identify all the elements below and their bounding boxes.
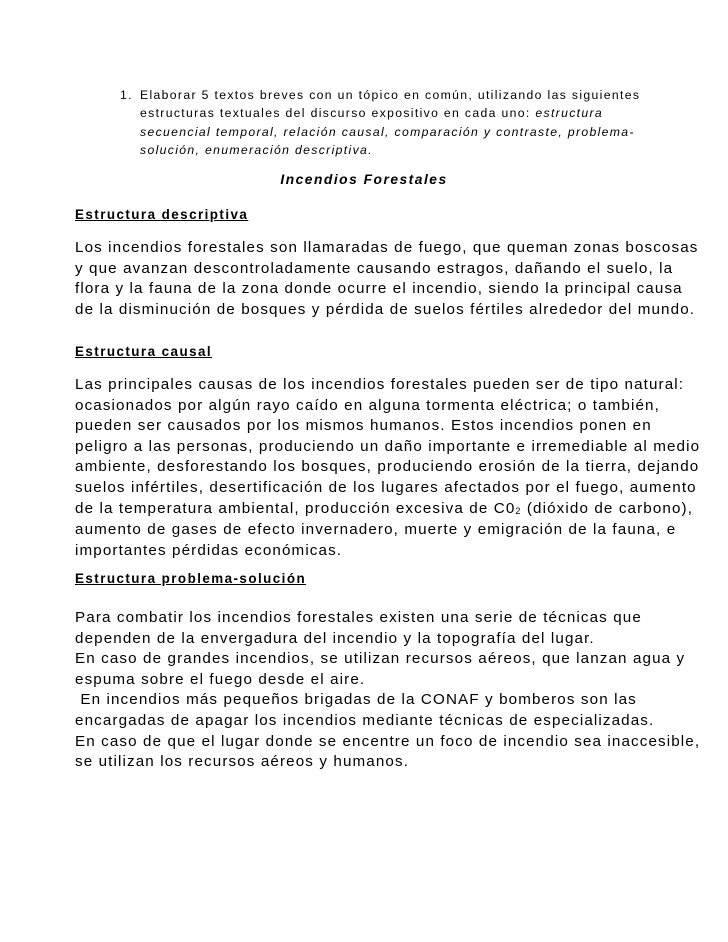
- paragraph-descriptiva: [75, 238, 699, 320]
- co2-subscript: 2: [515, 505, 522, 516]
- document-title: Incendios Forestales: [280, 172, 448, 187]
- paragraph-line: Las principales causas de los incendios forestales pueden ser de tipo natural:: [75, 376, 685, 393]
- task-instructions: [140, 86, 660, 159]
- co2-after-text: (dióxido de carbono),: [521, 499, 694, 517]
- paragraph-line: se utilizan los recursos aéreos y humanos.: [75, 753, 410, 771]
- paragraph-line: En caso de que el lugar donde se encentre un foco de incendio sea inaccesible,: [75, 732, 701, 750]
- paragraph-line: Los incendios forestales son llamaradas de fuego, que queman zonas boscosas: [75, 239, 699, 256]
- paragraph-causal: [75, 375, 701, 561]
- paragraph-line: pueden ser causados por los mismos humanos. Estos incendios ponen en: [75, 417, 652, 435]
- paragraph-line: ambiente, desforestando los bosques, produciendo erosión de la tierra, dejando: [75, 458, 700, 476]
- paragraph-line: En caso de grandes incendios, se utilizan recursos aéreos, que lanzan agua y: [75, 650, 686, 668]
- paragraph-line: ocasionados por algún rayo caído en alguna tormenta eléctrica; o también,: [75, 396, 660, 414]
- paragraph-line: flora y la fauna de la zona donde ocurre el incendio, siendo la principal causa: [75, 280, 683, 298]
- paragraph-line: y que avanzan descontroladamente causando estragos, dañando el suelo, la: [75, 259, 674, 277]
- paragraph-problema-solucion: [75, 608, 701, 773]
- paragraph-line: importantes pérdidas económicas.: [75, 541, 343, 559]
- list-number: 1.: [120, 88, 133, 102]
- section-heading-problema-solucion: Estructura problema-solución: [75, 571, 307, 586]
- paragraph-line: En incendios más pequeños brigadas de la CONAF y bomberos son las: [75, 691, 637, 709]
- section-heading-descriptiva: Estructura descriptiva: [75, 207, 249, 222]
- paragraph-line: espuma sobre el fuego desde el aire.: [75, 670, 366, 688]
- task-text-italic: estructura secuencial temporal, relación causal, comparación y contraste, problema-solución, enumeración descriptiva.: [140, 106, 635, 157]
- paragraph-line: encargadas de apagar los incendios mediante técnicas de especializadas.: [75, 711, 655, 729]
- co2-line-text: de la temperatura ambiental, producción excesiva de C0: [75, 499, 516, 517]
- section-heading-causal: Estructura causal: [75, 344, 213, 359]
- paragraph-line: aumento de gases de efecto invernadero, muerte y emigración de la fauna, e: [75, 521, 677, 539]
- task-text-plain: Elaborar 5 textos breves con un tópico en común, utilizando las siguientes estructuras textuales del discurso expositivo en cada uno:: [140, 88, 641, 121]
- paragraph-line: suelos infértiles, desertificación de los lugares afectados por el fuego, aumento: [75, 478, 697, 496]
- paragraph-line: de la disminución de bosques y pérdida de suelos fértiles alrededor del mundo.: [75, 300, 696, 318]
- paragraph-line: dependen de la envergadura del incendio y la topografía del lugar.: [75, 629, 595, 647]
- paragraph-line: Para combatir los incendios forestales existen una serie de técnicas que: [75, 609, 642, 626]
- paragraph-line-co2: [75, 499, 694, 521]
- paragraph-line: peligro a las personas, produciendo un daño importante e irremediable al medio: [75, 437, 701, 455]
